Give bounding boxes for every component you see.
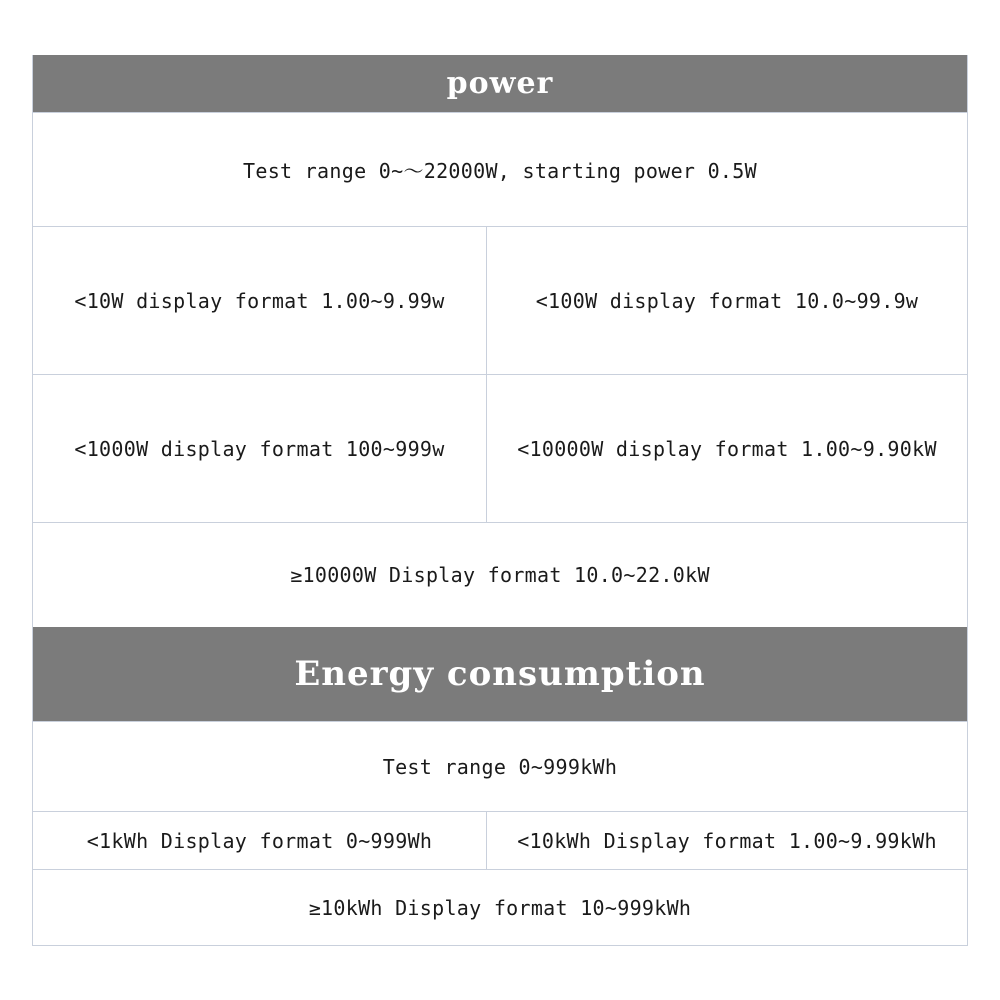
- power-header: [33, 55, 967, 112]
- spec-table: [32, 55, 968, 946]
- power-format-row-1: [33, 226, 967, 374]
- power-format-lt100w: <100W display format 10.0~99.9w: [486, 227, 967, 374]
- energy-range-row: [33, 721, 967, 811]
- power-format-lt10000w: <10000W display format 1.00~9.90kW: [486, 375, 967, 522]
- power-range: Test range 0~～22000W, starting power 0.5W: [243, 159, 757, 183]
- energy-format-row-2: [33, 869, 967, 945]
- energy-header: [33, 627, 967, 721]
- energy-range: Test range 0~999kWh: [382, 754, 618, 779]
- power-format-lt10w: <10W display format 1.00~9.99w: [74, 288, 445, 313]
- power-range-row: [33, 112, 967, 226]
- power-format-row-3: [33, 522, 967, 627]
- energy-title: Energy consumption: [294, 654, 706, 694]
- energy-format-lt1kwh: <1kWh Display format 0~999Wh: [86, 828, 433, 853]
- power-format-ge10000w: ≥10000W Display format 10.0~22.0kW: [290, 563, 710, 587]
- energy-format-ge10kwh: ≥10kWh Display format 10~999kWh: [308, 895, 692, 920]
- energy-format-row-1: [33, 811, 967, 869]
- power-title: power: [446, 66, 554, 101]
- power-format-row-2: [33, 374, 967, 522]
- energy-format-lt10kwh: <10kWh Display format 1.00~9.99kWh: [486, 812, 967, 869]
- power-format-lt1000w: <1000W display format 100~999w: [74, 436, 445, 461]
